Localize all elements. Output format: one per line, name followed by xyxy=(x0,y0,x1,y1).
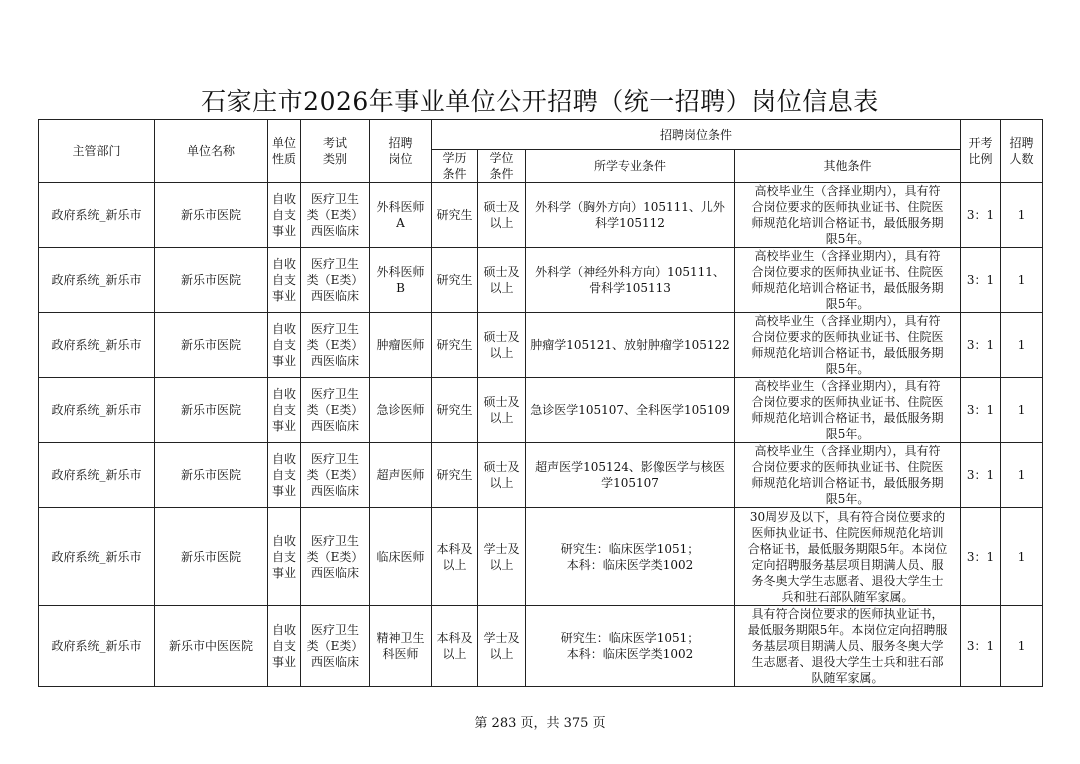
header-ratio: 开考 比例 xyxy=(961,120,1001,183)
cell-education: 研究生 xyxy=(432,313,478,378)
header-other: 其他条件 xyxy=(735,150,961,183)
cell-count: 1 xyxy=(1001,443,1043,508)
cell-other: 高校毕业生（含择业期内），具有符 合岗位要求的医师执业证书、住院医 师规范化培训合格证书，最低服务期 限5年。 xyxy=(735,248,961,313)
cell-dept: 政府系统_新乐市 xyxy=(39,508,155,606)
cell-dept: 政府系统_新乐市 xyxy=(39,606,155,687)
cell-ratio: 3：1 xyxy=(961,606,1001,687)
cell-major: 研究生：临床医学1051； 本科：临床医学类1002 xyxy=(526,606,735,687)
cell-nature: 自收 自支 事业 xyxy=(268,378,301,443)
cell-ratio: 3：1 xyxy=(961,443,1001,508)
cell-exam: 医疗卫生 类（E类） 西医临床 xyxy=(301,248,370,313)
cell-major: 外科学（神经外科方向）105111、 骨科学105113 xyxy=(526,248,735,313)
header-exam: 考试 类别 xyxy=(301,120,370,183)
cell-degree: 硕士及 以上 xyxy=(478,248,526,313)
cell-unit: 新乐市医院 xyxy=(155,183,268,248)
cell-other: 具有符合岗位要求的医师执业证书， 最低服务期限5年。本岗位定向招聘服 务基层项目期满人员、服务冬奥大学 生志愿者、退役大学生士兵和驻石部 队随军家属。 xyxy=(735,606,961,687)
cell-dept: 政府系统_新乐市 xyxy=(39,378,155,443)
cell-ratio: 3：1 xyxy=(961,508,1001,606)
cell-dept: 政府系统_新乐市 xyxy=(39,443,155,508)
cell-education: 本科及 以上 xyxy=(432,606,478,687)
cell-exam: 医疗卫生 类（E类） 西医临床 xyxy=(301,508,370,606)
cell-nature: 自收 自支 事业 xyxy=(268,443,301,508)
cell-degree: 学士及 以上 xyxy=(478,606,526,687)
header-unit: 单位名称 xyxy=(155,120,268,183)
cell-exam: 医疗卫生 类（E类） 西医临床 xyxy=(301,183,370,248)
cell-other: 高校毕业生（含择业期内），具有符 合岗位要求的医师执业证书、住院医 师规范化培训合格证书，最低服务期 限5年。 xyxy=(735,183,961,248)
header-dept: 主管部门 xyxy=(39,120,155,183)
cell-count: 1 xyxy=(1001,183,1043,248)
table-row xyxy=(39,183,1043,248)
header-education: 学历 条件 xyxy=(432,150,478,183)
cell-education: 研究生 xyxy=(432,183,478,248)
cell-other: 高校毕业生（含择业期内），具有符 合岗位要求的医师执业证书、住院医 师规范化培训合格证书，最低服务期 限5年。 xyxy=(735,443,961,508)
cell-unit: 新乐市医院 xyxy=(155,248,268,313)
cell-nature: 自收 自支 事业 xyxy=(268,508,301,606)
cell-exam: 医疗卫生 类（E类） 西医临床 xyxy=(301,313,370,378)
cell-education: 研究生 xyxy=(432,378,478,443)
cell-unit: 新乐市医院 xyxy=(155,313,268,378)
cell-major: 研究生：临床医学1051； 本科：临床医学类1002 xyxy=(526,508,735,606)
cell-nature: 自收 自支 事业 xyxy=(268,606,301,687)
cell-post: 外科医师 A xyxy=(370,183,432,248)
cell-degree: 硕士及 以上 xyxy=(478,443,526,508)
cell-unit: 新乐市医院 xyxy=(155,443,268,508)
cell-degree: 硕士及 以上 xyxy=(478,183,526,248)
cell-exam: 医疗卫生 类（E类） 西医临床 xyxy=(301,606,370,687)
cell-degree: 硕士及 以上 xyxy=(478,313,526,378)
cell-other: 高校毕业生（含择业期内），具有符 合岗位要求的医师执业证书、住院医 师规范化培训合格证书，最低服务期 限5年。 xyxy=(735,313,961,378)
cell-unit: 新乐市中医医院 xyxy=(155,606,268,687)
cell-ratio: 3：1 xyxy=(961,313,1001,378)
cell-major: 急诊医学105107、全科医学105109 xyxy=(526,378,735,443)
cell-other: 30周岁及以下，具有符合岗位要求的 医师执业证书、住院医师规范化培训 合格证书，最低服务期限5年。本岗位 定向招聘服务基层项目期满人员、服 务冬奥大学生志愿者、退役大学生士 兵和驻石部队随军家属。 xyxy=(735,508,961,606)
header-count: 招聘 人数 xyxy=(1001,120,1043,183)
cell-count: 1 xyxy=(1001,248,1043,313)
cell-education: 本科及 以上 xyxy=(432,508,478,606)
job-info-table xyxy=(38,119,1043,687)
cell-count: 1 xyxy=(1001,606,1043,687)
cell-unit: 新乐市医院 xyxy=(155,378,268,443)
table-row xyxy=(39,313,1043,378)
header-conditions: 招聘岗位条件 xyxy=(432,120,961,150)
table-row xyxy=(39,248,1043,313)
cell-nature: 自收 自支 事业 xyxy=(268,313,301,378)
page-footer: 第 283 页，共 375 页 xyxy=(474,716,606,731)
cell-exam: 医疗卫生 类（E类） 西医临床 xyxy=(301,378,370,443)
cell-other: 高校毕业生（含择业期内），具有符 合岗位要求的医师执业证书、住院医 师规范化培训合格证书，最低服务期 限5年。 xyxy=(735,378,961,443)
cell-dept: 政府系统_新乐市 xyxy=(39,183,155,248)
cell-post: 急诊医师 xyxy=(370,378,432,443)
header-nature: 单位 性质 xyxy=(268,120,301,183)
cell-degree: 学士及 以上 xyxy=(478,508,526,606)
table-row xyxy=(39,508,1043,606)
cell-ratio: 3：1 xyxy=(961,248,1001,313)
header-major: 所学专业条件 xyxy=(526,150,735,183)
cell-count: 1 xyxy=(1001,508,1043,606)
cell-post: 临床医师 xyxy=(370,508,432,606)
cell-count: 1 xyxy=(1001,313,1043,378)
cell-post: 外科医师 B xyxy=(370,248,432,313)
cell-exam: 医疗卫生 类（E类） 西医临床 xyxy=(301,443,370,508)
header-degree: 学位 条件 xyxy=(478,150,526,183)
cell-post: 肿瘤医师 xyxy=(370,313,432,378)
table-row xyxy=(39,443,1043,508)
cell-count: 1 xyxy=(1001,378,1043,443)
cell-education: 研究生 xyxy=(432,248,478,313)
cell-ratio: 3：1 xyxy=(961,183,1001,248)
page-title: 石家庄市2026年事业单位公开招聘（统一招聘）岗位信息表 xyxy=(201,87,879,116)
cell-ratio: 3：1 xyxy=(961,378,1001,443)
cell-dept: 政府系统_新乐市 xyxy=(39,313,155,378)
cell-post: 超声医师 xyxy=(370,443,432,508)
cell-nature: 自收 自支 事业 xyxy=(268,248,301,313)
header-post: 招聘 岗位 xyxy=(370,120,432,183)
cell-degree: 硕士及 以上 xyxy=(478,378,526,443)
cell-major: 外科学（胸外方向）105111、儿外 科学105112 xyxy=(526,183,735,248)
cell-unit: 新乐市医院 xyxy=(155,508,268,606)
cell-major: 肿瘤学105121、放射肿瘤学105122 xyxy=(526,313,735,378)
cell-dept: 政府系统_新乐市 xyxy=(39,248,155,313)
table-row xyxy=(39,606,1043,687)
cell-major: 超声医学105124、影像医学与核医 学105107 xyxy=(526,443,735,508)
cell-nature: 自收 自支 事业 xyxy=(268,183,301,248)
cell-education: 研究生 xyxy=(432,443,478,508)
table-row xyxy=(39,378,1043,443)
cell-post: 精神卫生 科医师 xyxy=(370,606,432,687)
